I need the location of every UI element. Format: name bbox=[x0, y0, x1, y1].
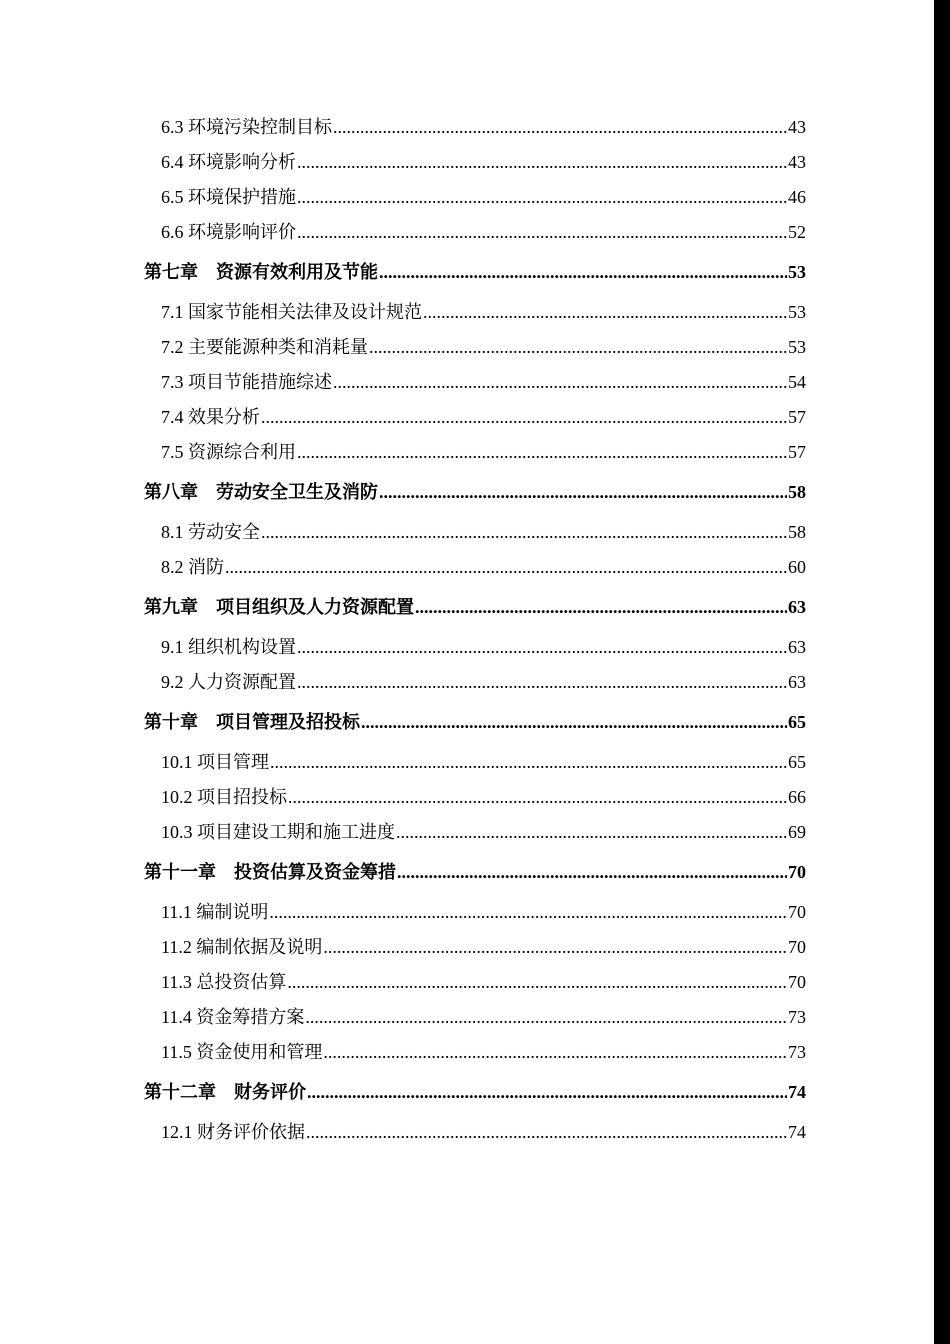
toc-leader-dots bbox=[269, 895, 787, 930]
toc-page-number: 69 bbox=[788, 822, 806, 842]
toc-entry-label: 第七章 资源有效利用及节能 bbox=[144, 262, 378, 282]
toc-page-number: 53 bbox=[788, 262, 806, 282]
toc-section-entry[interactable] bbox=[144, 895, 806, 930]
toc-entry-label: 10.1 项目管理 bbox=[161, 752, 269, 772]
toc-page-number: 57 bbox=[788, 442, 806, 462]
toc-leader-dots bbox=[379, 255, 787, 290]
toc-entry-label: 9.1 组织机构设置 bbox=[161, 637, 296, 657]
toc-section-entry[interactable] bbox=[144, 400, 806, 435]
toc-page-number: 58 bbox=[788, 522, 806, 542]
toc-entry-label: 7.1 国家节能相关法律及设计规范 bbox=[161, 302, 422, 322]
toc-entry-label: 10.3 项目建设工期和施工进度 bbox=[161, 822, 395, 842]
toc-page-number: 65 bbox=[788, 712, 806, 732]
toc-entry-label: 7.3 项目节能措施综述 bbox=[161, 372, 332, 392]
toc-leader-dots bbox=[333, 365, 787, 400]
toc-entry-label: 第九章 项目组织及人力资源配置 bbox=[144, 597, 414, 617]
toc-entry-label: 9.2 人力资源配置 bbox=[161, 672, 296, 692]
toc-entry-label: 11.1 编制说明 bbox=[161, 902, 269, 922]
toc-section-entry[interactable] bbox=[144, 180, 806, 215]
toc-entry-label: 12.1 财务评价依据 bbox=[161, 1122, 305, 1142]
toc-page-number: 63 bbox=[788, 672, 806, 692]
toc-chapter-entry[interactable] bbox=[144, 705, 806, 740]
toc-section-entry[interactable] bbox=[144, 630, 806, 665]
table-of-contents bbox=[144, 110, 806, 1150]
toc-leader-dots bbox=[297, 215, 787, 250]
toc-leader-dots bbox=[297, 630, 787, 665]
toc-page-number: 43 bbox=[788, 152, 806, 172]
toc-entry-label: 7.2 主要能源种类和消耗量 bbox=[161, 337, 368, 357]
toc-entry-label: 11.3 总投资估算 bbox=[161, 972, 287, 992]
toc-page-number: 43 bbox=[788, 117, 806, 137]
toc-leader-dots bbox=[297, 665, 787, 700]
toc-page-number: 46 bbox=[788, 187, 806, 207]
toc-entry-label: 第十一章 投资估算及资金筹措 bbox=[144, 862, 396, 882]
toc-page-number: 73 bbox=[788, 1007, 806, 1027]
toc-page-number: 60 bbox=[788, 557, 806, 577]
toc-section-entry[interactable] bbox=[144, 930, 806, 965]
toc-section-entry[interactable] bbox=[144, 330, 806, 365]
toc-page-number: 63 bbox=[788, 637, 806, 657]
toc-page-number: 54 bbox=[788, 372, 806, 392]
toc-section-entry[interactable] bbox=[144, 110, 806, 145]
toc-entry-label: 8.2 消防 bbox=[161, 557, 224, 577]
toc-leader-dots bbox=[379, 475, 787, 510]
toc-section-entry[interactable] bbox=[144, 1035, 806, 1070]
toc-leader-dots bbox=[323, 930, 787, 965]
toc-page-number: 70 bbox=[788, 972, 806, 992]
toc-page-number: 52 bbox=[788, 222, 806, 242]
toc-page-number: 70 bbox=[788, 902, 806, 922]
toc-entry-label: 11.5 资金使用和管理 bbox=[161, 1042, 323, 1062]
toc-entry-label: 7.4 效果分析 bbox=[161, 407, 260, 427]
toc-section-entry[interactable] bbox=[144, 550, 806, 585]
toc-leader-dots bbox=[261, 400, 787, 435]
toc-leader-dots bbox=[270, 745, 787, 780]
toc-leader-dots bbox=[415, 590, 787, 625]
toc-section-entry[interactable] bbox=[144, 435, 806, 470]
toc-section-entry[interactable] bbox=[144, 145, 806, 180]
toc-leader-dots bbox=[369, 330, 787, 365]
toc-entry-label: 7.5 资源综合利用 bbox=[161, 442, 296, 462]
toc-entry-label: 6.6 环境影响评价 bbox=[161, 222, 296, 242]
toc-leader-dots bbox=[306, 1115, 787, 1150]
toc-leader-dots bbox=[307, 1075, 787, 1110]
toc-page-number: 73 bbox=[788, 1042, 806, 1062]
toc-chapter-entry[interactable] bbox=[144, 590, 806, 625]
toc-chapter-entry[interactable] bbox=[144, 255, 806, 290]
toc-entry-label: 11.2 编制依据及说明 bbox=[161, 937, 323, 957]
toc-section-entry[interactable] bbox=[144, 215, 806, 250]
toc-section-entry[interactable] bbox=[144, 965, 806, 1000]
toc-section-entry[interactable] bbox=[144, 515, 806, 550]
toc-chapter-entry[interactable] bbox=[144, 475, 806, 510]
toc-section-entry[interactable] bbox=[144, 780, 806, 815]
toc-entry-label: 第十章 项目管理及招投标 bbox=[144, 712, 360, 732]
toc-entry-label: 6.3 环境污染控制目标 bbox=[161, 117, 332, 137]
toc-entry-label: 11.4 资金筹措方案 bbox=[161, 1007, 305, 1027]
toc-leader-dots bbox=[287, 965, 787, 1000]
toc-leader-dots bbox=[305, 1000, 787, 1035]
toc-leader-dots bbox=[297, 180, 787, 215]
toc-entry-label: 8.1 劳动安全 bbox=[161, 522, 260, 542]
toc-section-entry[interactable] bbox=[144, 745, 806, 780]
toc-leader-dots bbox=[361, 705, 787, 740]
toc-page-number: 74 bbox=[788, 1122, 806, 1142]
toc-section-entry[interactable] bbox=[144, 665, 806, 700]
toc-section-entry[interactable] bbox=[144, 1000, 806, 1035]
toc-chapter-entry[interactable] bbox=[144, 855, 806, 890]
toc-section-entry[interactable] bbox=[144, 1115, 806, 1150]
toc-leader-dots bbox=[288, 780, 787, 815]
toc-leader-dots bbox=[423, 295, 787, 330]
toc-section-entry[interactable] bbox=[144, 365, 806, 400]
toc-entry-label: 6.4 环境影响分析 bbox=[161, 152, 296, 172]
toc-leader-dots bbox=[396, 815, 787, 850]
toc-page-number: 63 bbox=[788, 597, 806, 617]
toc-page-number: 74 bbox=[788, 1082, 806, 1102]
toc-leader-dots bbox=[323, 1035, 787, 1070]
toc-leader-dots bbox=[333, 110, 787, 145]
toc-leader-dots bbox=[261, 515, 787, 550]
toc-section-entry[interactable] bbox=[144, 295, 806, 330]
toc-section-entry[interactable] bbox=[144, 815, 806, 850]
toc-leader-dots bbox=[297, 145, 787, 180]
toc-chapter-entry[interactable] bbox=[144, 1075, 806, 1110]
toc-page-number: 53 bbox=[788, 337, 806, 357]
toc-page-number: 70 bbox=[788, 862, 806, 882]
toc-page-number: 65 bbox=[788, 752, 806, 772]
toc-entry-label: 6.5 环境保护措施 bbox=[161, 187, 296, 207]
toc-entry-label: 10.2 项目招投标 bbox=[161, 787, 287, 807]
page-edge-bar bbox=[934, 0, 950, 1344]
toc-leader-dots bbox=[297, 435, 787, 470]
toc-page-number: 53 bbox=[788, 302, 806, 322]
toc-page-number: 57 bbox=[788, 407, 806, 427]
toc-page-number: 58 bbox=[788, 482, 806, 502]
toc-page-number: 70 bbox=[788, 937, 806, 957]
toc-leader-dots bbox=[397, 855, 787, 890]
toc-page-number: 66 bbox=[788, 787, 806, 807]
toc-entry-label: 第十二章 财务评价 bbox=[144, 1082, 306, 1102]
toc-entry-label: 第八章 劳动安全卫生及消防 bbox=[144, 482, 378, 502]
toc-leader-dots bbox=[225, 550, 787, 585]
